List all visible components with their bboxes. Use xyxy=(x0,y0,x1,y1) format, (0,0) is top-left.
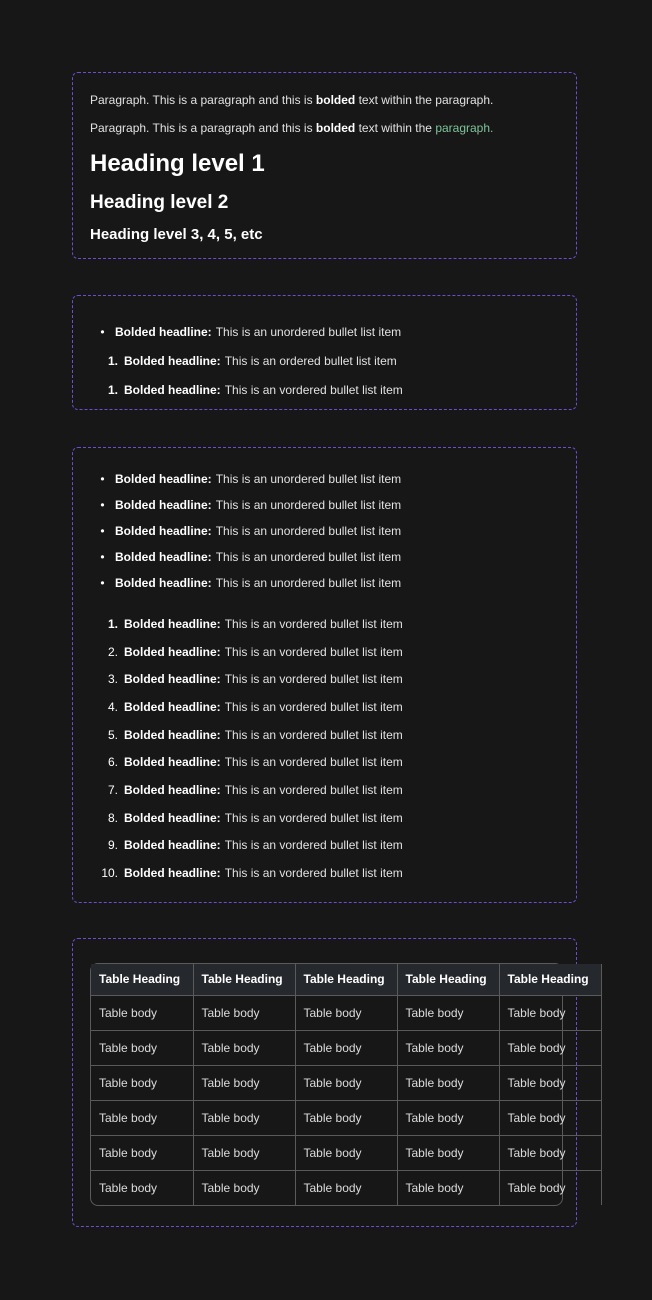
list-item-text: This is an vordered bullet list item xyxy=(224,727,403,742)
list-item-text: This is an vordered bullet list item xyxy=(224,782,403,797)
number-marker: 1. xyxy=(107,353,118,368)
list-item xyxy=(90,492,559,518)
number-marker: 2. xyxy=(107,644,118,659)
list-item-text: This is an unordered bullet list item xyxy=(215,324,402,339)
table-cell: Table body xyxy=(397,1065,499,1100)
list-item xyxy=(90,693,559,721)
list-item-text: This is an vordered bullet list item xyxy=(224,644,403,659)
table-cell: Table body xyxy=(91,995,193,1030)
list-item-text: This is an vordered bullet list item xyxy=(224,616,403,631)
list-item-headline: Bolded headline: xyxy=(124,810,221,825)
table-header-row xyxy=(91,964,601,995)
table-body xyxy=(91,995,601,1205)
data-table xyxy=(91,964,602,1205)
list-item-text: This is an ordered bullet list item xyxy=(224,353,397,368)
table-cell: Table body xyxy=(397,995,499,1030)
list-item-text: This is an unordered bullet list item xyxy=(215,576,402,590)
list-item xyxy=(90,610,559,638)
list-item-headline: Bolded headline: xyxy=(115,472,212,486)
table-cell: Table body xyxy=(91,1030,193,1065)
table-cell: Table body xyxy=(499,1135,601,1170)
paragraph-bold: bolded xyxy=(315,93,356,107)
list-item xyxy=(90,665,559,693)
table-row xyxy=(91,995,601,1030)
list-item xyxy=(90,748,559,776)
list-item-headline: Bolded headline: xyxy=(124,699,221,714)
table-cell: Table body xyxy=(295,1135,397,1170)
number-marker: 3. xyxy=(107,672,118,687)
table-cell: Table body xyxy=(499,1065,601,1100)
list-item xyxy=(90,832,559,860)
bullet-marker: • xyxy=(100,472,105,486)
mixed-list-card xyxy=(72,295,577,410)
table-cell: Table body xyxy=(193,1170,295,1205)
list-item-headline: Bolded headline: xyxy=(124,727,221,742)
table-row xyxy=(91,1030,601,1065)
paragraph-text: text within the xyxy=(358,121,432,135)
list-item-headline: Bolded headline: xyxy=(124,616,221,631)
paragraph-text: Paragraph. This is a paragraph and this is xyxy=(90,93,313,107)
table-heading: Table Heading xyxy=(397,964,499,995)
list-item xyxy=(90,776,559,804)
list-item xyxy=(90,375,559,404)
paragraph-bold: bolded xyxy=(315,121,356,135)
list-item-text: This is an vordered bullet list item xyxy=(224,382,403,397)
number-marker: 1. xyxy=(107,382,118,397)
long-lists-card xyxy=(72,447,577,903)
table-cell: Table body xyxy=(499,1170,601,1205)
table-row xyxy=(91,1065,601,1100)
list-item-headline: Bolded headline: xyxy=(115,498,212,512)
bullet-marker: • xyxy=(100,324,105,339)
table-cell: Table body xyxy=(295,1065,397,1100)
list-item-headline: Bolded headline: xyxy=(115,524,212,538)
table-row xyxy=(91,1100,601,1135)
heading-level-1: Heading level 1 xyxy=(90,150,265,177)
paragraph-text: Paragraph. This is a paragraph and this is xyxy=(90,121,313,135)
list-item xyxy=(90,317,559,346)
number-marker: 10. xyxy=(101,866,118,881)
heading-level-2: Heading level 2 xyxy=(90,192,229,213)
table-cell: Table body xyxy=(295,1030,397,1065)
table-cell: Table body xyxy=(295,1170,397,1205)
table-cell: Table body xyxy=(295,995,397,1030)
list-item-headline: Bolded headline: xyxy=(124,644,221,659)
heading-level-3: Heading level 3, 4, 5, etc xyxy=(90,226,263,243)
list-item-text: This is an vordered bullet list item xyxy=(224,672,403,687)
list-item xyxy=(90,804,559,832)
number-marker: 4. xyxy=(107,699,118,714)
list-item xyxy=(90,466,559,492)
table-cell: Table body xyxy=(397,1135,499,1170)
number-marker: 9. xyxy=(107,838,118,853)
list-item-headline: Bolded headline: xyxy=(124,782,221,797)
table-row xyxy=(91,1135,601,1170)
typography-card xyxy=(72,72,577,259)
paragraph-link[interactable]: paragraph. xyxy=(435,121,494,135)
table-row xyxy=(91,1170,601,1205)
list-item-headline: Bolded headline: xyxy=(124,838,221,853)
list-item-headline: Bolded headline: xyxy=(124,382,221,397)
bullet-marker: • xyxy=(100,524,105,538)
table-heading: Table Heading xyxy=(295,964,397,995)
list-item xyxy=(90,859,559,887)
list-item-text: This is an unordered bullet list item xyxy=(215,550,402,564)
bullet-marker: • xyxy=(100,550,105,564)
number-marker: 8. xyxy=(107,810,118,825)
table-heading: Table Heading xyxy=(499,964,601,995)
table-cell: Table body xyxy=(193,1100,295,1135)
table-container[interactable] xyxy=(90,963,589,1206)
bullet-marker: • xyxy=(100,576,105,590)
table-cell: Table body xyxy=(193,1135,295,1170)
paragraph-2 xyxy=(90,121,559,135)
list-item xyxy=(90,518,559,544)
list-item-text: This is an vordered bullet list item xyxy=(224,810,403,825)
ordered-list xyxy=(90,610,559,887)
table-cell: Table body xyxy=(499,1100,601,1135)
list-item-text: This is an vordered bullet list item xyxy=(224,838,403,853)
list-item-headline: Bolded headline: xyxy=(115,324,212,339)
list-item-text: This is an vordered bullet list item xyxy=(224,866,403,881)
list-item xyxy=(90,570,559,596)
table-cell: Table body xyxy=(91,1065,193,1100)
list-item xyxy=(90,346,559,375)
list-item-headline: Bolded headline: xyxy=(124,672,221,687)
number-marker: 1. xyxy=(107,616,118,631)
table-cell: Table body xyxy=(193,1030,295,1065)
list-item xyxy=(90,721,559,749)
table-cell: Table body xyxy=(499,995,601,1030)
list-item-headline: Bolded headline: xyxy=(115,576,212,590)
table-cell: Table body xyxy=(193,995,295,1030)
list-item-text: This is an unordered bullet list item xyxy=(215,524,402,538)
mixed-list xyxy=(90,317,559,404)
table-cell: Table body xyxy=(91,1170,193,1205)
table-cell: Table body xyxy=(295,1100,397,1135)
list-item-headline: Bolded headline: xyxy=(124,353,221,368)
list-item-headline: Bolded headline: xyxy=(124,866,221,881)
number-marker: 6. xyxy=(107,755,118,770)
list-item-text: This is an vordered bullet list item xyxy=(224,699,403,714)
list-item-text: This is an vordered bullet list item xyxy=(224,755,403,770)
table-heading: Table Heading xyxy=(91,964,193,995)
bullet-marker: • xyxy=(100,498,105,512)
table-cell: Table body xyxy=(193,1065,295,1100)
table-cell: Table body xyxy=(397,1030,499,1065)
table-cell: Table body xyxy=(397,1170,499,1205)
number-marker: 7. xyxy=(107,782,118,797)
number-marker: 5. xyxy=(107,727,118,742)
table-cell: Table body xyxy=(91,1135,193,1170)
unordered-list xyxy=(90,466,559,596)
list-item xyxy=(90,638,559,666)
list-item-text: This is an unordered bullet list item xyxy=(215,472,402,486)
table-cell: Table body xyxy=(499,1030,601,1065)
paragraph-text: text within the paragraph. xyxy=(358,93,494,107)
table-cell: Table body xyxy=(397,1100,499,1135)
table-heading: Table Heading xyxy=(193,964,295,995)
paragraph-1 xyxy=(90,93,559,107)
list-item xyxy=(90,544,559,570)
table-card xyxy=(72,938,589,1227)
list-item-text: This is an unordered bullet list item xyxy=(215,498,402,512)
list-item-headline: Bolded headline: xyxy=(115,550,212,564)
table-cell: Table body xyxy=(91,1100,193,1135)
list-item-headline: Bolded headline: xyxy=(124,755,221,770)
